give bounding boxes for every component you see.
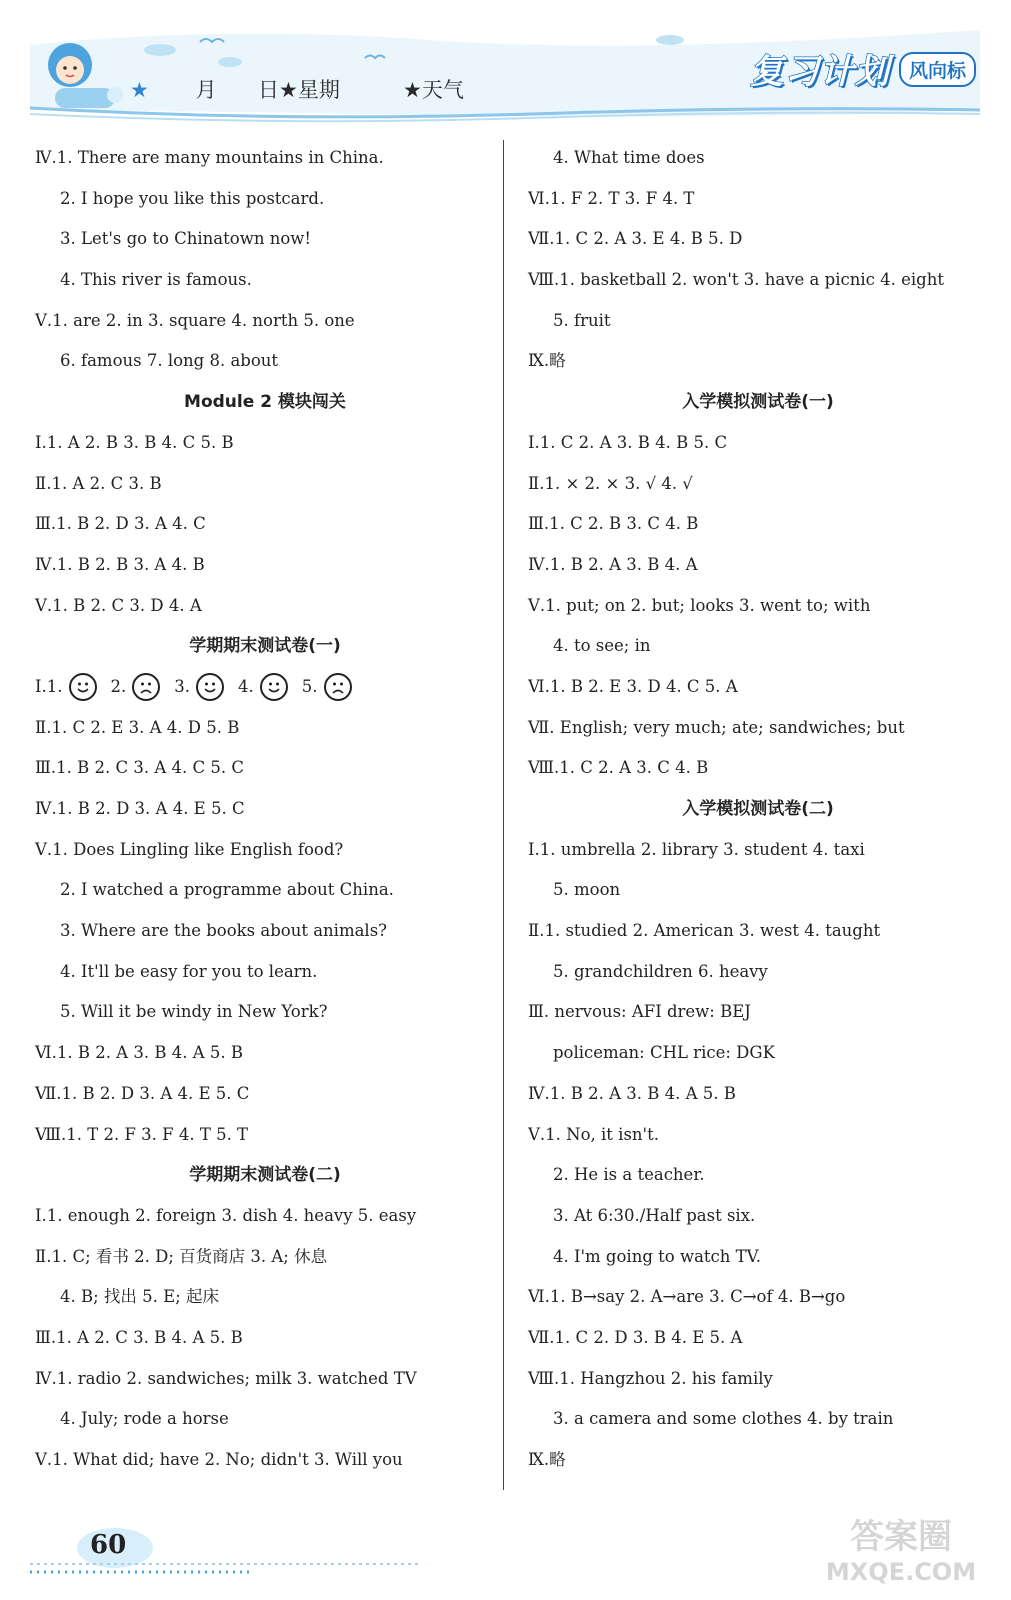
section-heading: Module 2 模块闯关 bbox=[184, 392, 346, 413]
answer-line: Ⅲ.1. C 2. B 3. C 4. B bbox=[528, 514, 699, 534]
brand-title: 复习计划 bbox=[749, 52, 890, 92]
answer-line: Ⅱ.1. C 2. E 3. A 4. D 5. B bbox=[35, 717, 240, 737]
answer-line: Ⅷ.1. C 2. A 3. C 4. B bbox=[528, 758, 709, 778]
star-icon: ★ bbox=[130, 78, 149, 102]
page-header bbox=[30, 10, 980, 125]
answer-line: 4. B; 找出 5. E; 起床 bbox=[60, 1287, 219, 1307]
answer-line: Ⅶ. English; very much; ate; sandwiches; but bbox=[528, 717, 905, 737]
page-footer bbox=[20, 1520, 440, 1580]
watermark-line2: MXQE.COM bbox=[825, 1558, 977, 1586]
answer-line: 4. What time does bbox=[553, 148, 705, 167]
answer-line: Ⅱ.1. C; 看书 2. D; 百货商店 3. A; 休息 bbox=[35, 1246, 328, 1266]
right-answer-column bbox=[528, 138, 988, 1481]
answer-line: Ⅱ.1. A 2. C 3. B bbox=[35, 473, 162, 493]
answer-line: 3. Let's go to Chinatown now! bbox=[60, 229, 312, 249]
answer-line: 3. At 6:30./Half past six. bbox=[553, 1205, 756, 1225]
answer-line: Ⅴ.1. No, it isn't. bbox=[528, 1124, 659, 1144]
answer-line: Ⅳ.1. radio 2. sandwiches; milk 3. watched TV bbox=[35, 1368, 417, 1388]
answer-line: Ⅸ.略 bbox=[528, 1450, 566, 1469]
answer-line: 2. I hope you like this postcard. bbox=[60, 188, 325, 208]
faces-answer-row bbox=[35, 667, 495, 708]
answer-line: Ⅲ. nervous: AFI drew: BEJ bbox=[528, 1002, 751, 1022]
answer-line: Ⅰ.1. umbrella 2. library 3. student 4. taxi bbox=[528, 839, 865, 859]
answer-line: Ⅸ.略 bbox=[528, 351, 566, 371]
answer-line: Ⅶ.1. B 2. D 3. A 4. E 5. C bbox=[35, 1083, 250, 1103]
sad-face-icon bbox=[132, 673, 160, 701]
answer-line: 2. He is a teacher. bbox=[553, 1165, 705, 1185]
sad-face-icon bbox=[324, 673, 352, 701]
faces-row-prefix: Ⅰ.1. bbox=[35, 676, 63, 696]
answer-line: 4. I'm going to watch TV. bbox=[553, 1246, 761, 1266]
answer-line: 5. Will it be windy in New York? bbox=[60, 1002, 328, 1022]
left-answer-column bbox=[35, 138, 495, 1481]
answer-line: 5. moon bbox=[553, 880, 621, 900]
answer-line: Ⅷ.1. basketball 2. won't 3. have a picnic 4. eight bbox=[528, 270, 944, 290]
answer-line: Ⅴ.1. Does Lingling like English food? bbox=[35, 839, 344, 859]
brand-logo bbox=[750, 44, 976, 93]
answer-line: policeman: CHL rice: DGK bbox=[553, 1043, 775, 1063]
answer-line: Ⅵ.1. B 2. A 3. B 4. A 5. B bbox=[35, 1043, 243, 1063]
answer-line: 5. fruit bbox=[553, 310, 611, 330]
answer-line: 6. famous 7. long 8. about bbox=[60, 351, 279, 371]
answer-line: 3. Where are the books about animals? bbox=[60, 921, 388, 941]
answer-line: 2. I watched a programme about China. bbox=[60, 880, 394, 900]
date-day-week-label: 日★星期 bbox=[258, 78, 340, 102]
date-month-label: ★ 月 bbox=[130, 78, 217, 102]
brand-subtitle: 风向标 bbox=[899, 52, 976, 87]
answer-line: 4. It'll be easy for you to learn. bbox=[60, 961, 318, 981]
answer-line: Ⅴ.1. B 2. C 3. D 4. A bbox=[35, 595, 202, 615]
answer-line: 4. This river is famous. bbox=[60, 270, 252, 290]
answer-line: Ⅶ.1. C 2. D 3. B 4. E 5. A bbox=[528, 1327, 743, 1347]
footer-decoration bbox=[20, 1520, 440, 1580]
answer-line: Ⅶ.1. C 2. A 3. E 4. B 5. D bbox=[528, 229, 743, 249]
watermark-line1: 答案圈 bbox=[850, 1517, 952, 1557]
answer-line: Ⅰ.1. C 2. A 3. B 4. B 5. C bbox=[528, 432, 728, 452]
answer-line: Ⅲ.1. A 2. C 3. B 4. A 5. B bbox=[35, 1327, 243, 1347]
face-item-label: 3. bbox=[174, 676, 191, 696]
answer-line: Ⅳ.1. B 2. A 3. B 4. A 5. B bbox=[528, 1083, 736, 1103]
answer-line: Ⅱ.1. studied 2. American 3. west 4. taught bbox=[528, 921, 881, 941]
answer-line: Ⅰ.1. A 2. B 3. B 4. C 5. B bbox=[35, 432, 234, 452]
section-heading: 学期期末测试卷(二) bbox=[189, 1165, 341, 1186]
answer-line: Ⅴ.1. are 2. in 3. square 4. north 5. one bbox=[35, 310, 355, 330]
section-heading: 入学模拟测试卷(一) bbox=[682, 392, 834, 413]
page-number: 60 bbox=[90, 1530, 127, 1560]
answer-line: Ⅴ.1. What did; have 2. No; didn't 3. Will you bbox=[35, 1450, 403, 1469]
section-heading: 学期期末测试卷(一) bbox=[189, 636, 341, 657]
answer-line: 4. July; rode a horse bbox=[60, 1409, 229, 1429]
answer-line: Ⅳ.1. B 2. B 3. A 4. B bbox=[35, 554, 205, 574]
answer-line: Ⅴ.1. put; on 2. but; looks 3. went to; with bbox=[528, 595, 871, 615]
answer-line: Ⅷ.1. Hangzhou 2. his family bbox=[528, 1368, 773, 1388]
answer-line: Ⅳ.1. There are many mountains in China. bbox=[35, 148, 384, 167]
column-divider bbox=[503, 140, 504, 1490]
answer-line: Ⅲ.1. B 2. C 3. A 4. C 5. C bbox=[35, 758, 244, 778]
answer-line: Ⅵ.1. B 2. E 3. D 4. C 5. A bbox=[528, 676, 738, 696]
answer-line: Ⅱ.1. × 2. × 3. √ 4. √ bbox=[528, 473, 693, 493]
answer-line: Ⅳ.1. B 2. A 3. B 4. A bbox=[528, 554, 698, 574]
answer-line: 4. to see; in bbox=[553, 636, 651, 656]
smiley-face-icon bbox=[69, 673, 97, 701]
answer-line: Ⅵ.1. B→say 2. A→are 3. C→of 4. B→go bbox=[528, 1287, 846, 1307]
section-heading: 入学模拟测试卷(二) bbox=[682, 799, 834, 819]
smiley-face-icon bbox=[260, 673, 288, 701]
face-item-label: 2. bbox=[110, 676, 127, 696]
watermark-logo bbox=[811, 1510, 991, 1590]
answer-line: Ⅷ.1. T 2. F 3. F 4. T 5. T bbox=[35, 1124, 249, 1144]
smiley-face-icon bbox=[196, 673, 224, 701]
face-item-label: 5. bbox=[301, 676, 318, 696]
answer-line: Ⅲ.1. B 2. D 3. A 4. C bbox=[35, 514, 206, 534]
weather-label: ★天气 bbox=[403, 78, 464, 102]
answer-line: Ⅰ.1. enough 2. foreign 3. dish 4. heavy 5. easy bbox=[35, 1205, 417, 1225]
answer-line: Ⅵ.1. F 2. T 3. F 4. T bbox=[528, 188, 695, 208]
answer-line: Ⅳ.1. B 2. D 3. A 4. E 5. C bbox=[35, 799, 245, 818]
answer-line: 3. a camera and some clothes 4. by train bbox=[553, 1409, 894, 1429]
answer-line: 5. grandchildren 6. heavy bbox=[553, 961, 768, 981]
face-item-label: 4. bbox=[238, 676, 254, 696]
